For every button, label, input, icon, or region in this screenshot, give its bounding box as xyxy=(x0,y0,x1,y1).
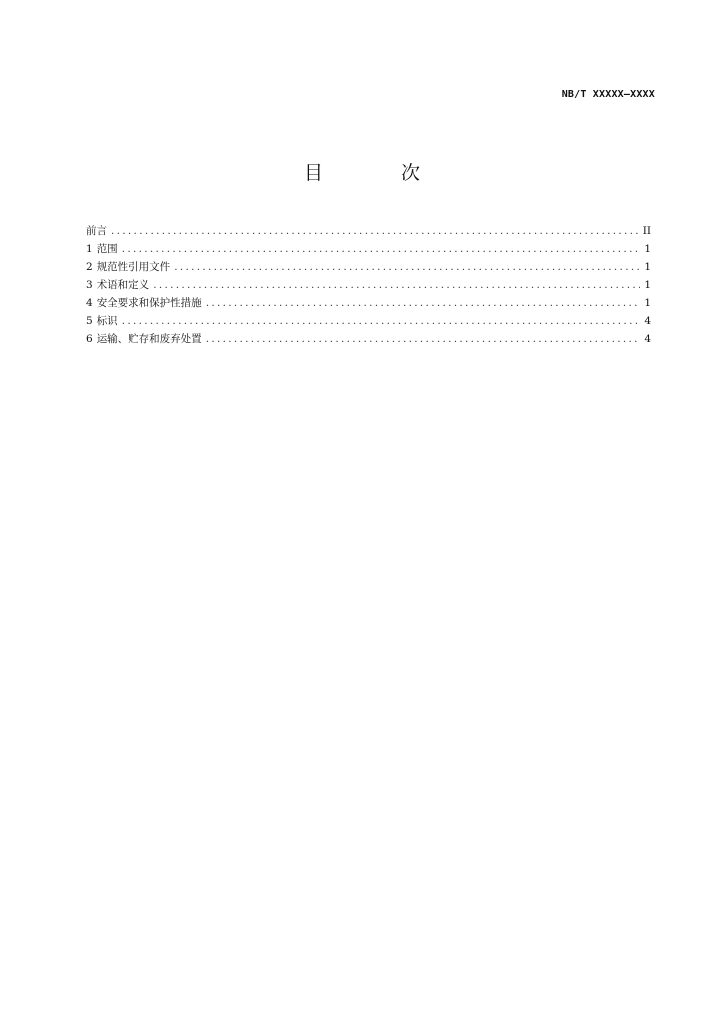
toc-entry-number: 2 xyxy=(86,261,93,273)
toc-entry-foreword[interactable] xyxy=(86,222,651,240)
toc-page-number: 4 xyxy=(644,315,651,327)
toc-page-number: 1 xyxy=(644,279,651,291)
toc-entry-safety-requirements[interactable] xyxy=(86,294,651,312)
toc-entry-number: 4 xyxy=(86,297,93,309)
toc-entry-scope[interactable] xyxy=(86,240,651,258)
document-code: NB/T XXXXX—XXXX xyxy=(561,89,655,100)
toc-entry-terms-definitions[interactable] xyxy=(86,276,651,294)
toc-entry-label: 前言 xyxy=(86,225,107,237)
toc-entry-number: 6 xyxy=(86,333,93,345)
toc-entry-label: 标识 xyxy=(96,315,118,327)
toc-page-number: 4 xyxy=(644,333,651,345)
toc-entry-transport-storage-disposal[interactable] xyxy=(86,330,651,348)
toc-entry-number: 1 xyxy=(86,243,93,255)
toc-dot-leader xyxy=(206,330,641,348)
toc-entry-normative-references[interactable] xyxy=(86,258,651,276)
page-title: 目 次 xyxy=(303,162,457,184)
toc-dot-leader xyxy=(122,240,641,258)
toc-page-number: 1 xyxy=(644,261,651,273)
toc-entry-marking[interactable] xyxy=(86,312,651,330)
toc-dot-leader xyxy=(206,294,641,312)
toc-page-number: II xyxy=(642,225,651,237)
toc-entry-number: 5 xyxy=(86,315,93,327)
toc-entry-number: 3 xyxy=(86,279,93,291)
toc-entry-label: 安全要求和保护性措施 xyxy=(96,297,202,309)
table-of-contents xyxy=(86,222,651,348)
toc-dot-leader xyxy=(174,258,640,276)
toc-dot-leader xyxy=(153,276,640,294)
toc-page-number: 1 xyxy=(644,243,651,255)
toc-dot-leader xyxy=(122,312,641,330)
toc-entry-label: 术语和定义 xyxy=(96,279,150,291)
toc-entry-label: 运输、贮存和废弃处置 xyxy=(96,333,202,345)
toc-entry-label: 范围 xyxy=(96,243,118,255)
toc-dot-leader xyxy=(111,222,639,240)
toc-page-number: 1 xyxy=(644,297,651,309)
toc-entry-label: 规范性引用文件 xyxy=(96,261,171,273)
